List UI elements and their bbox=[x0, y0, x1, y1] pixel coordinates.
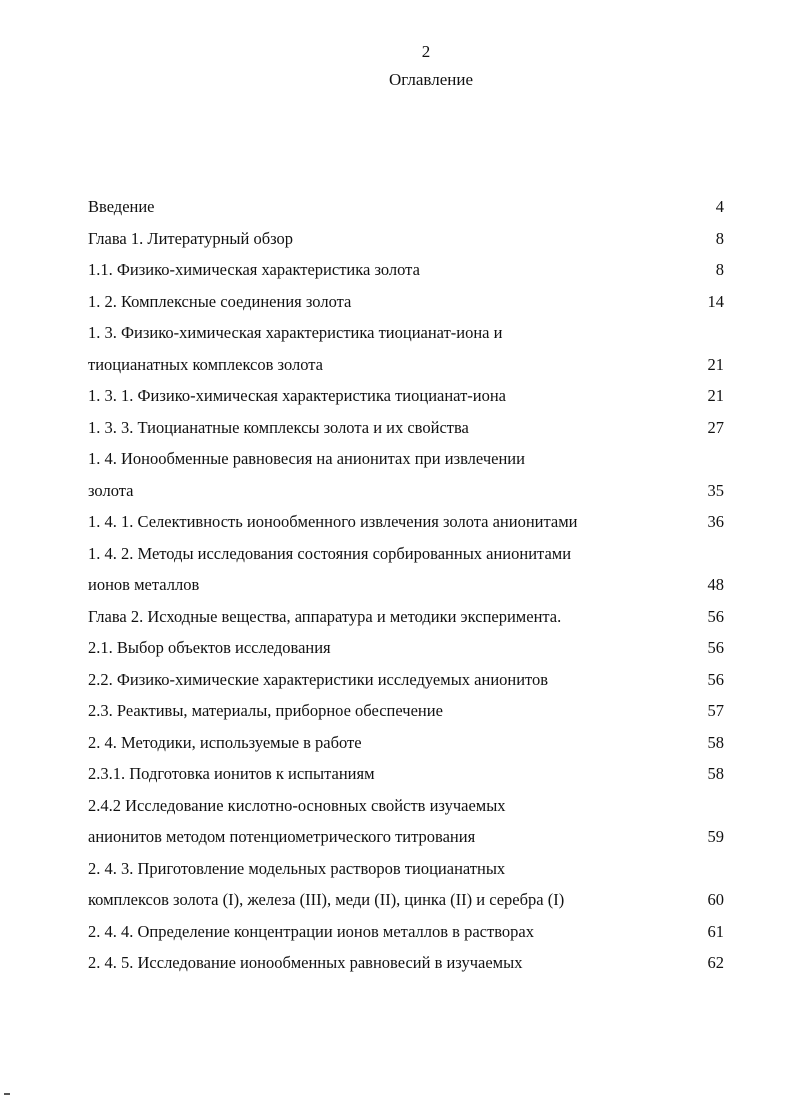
toc-entry-title: комплексов золота (I), железа (III), меди (II), цинка (II) и серебра (I) bbox=[88, 890, 565, 909]
toc-entry-title: 1. 2. Комплексные соединения золота bbox=[88, 291, 352, 311]
toc-entry-page: 8 bbox=[715, 260, 724, 279]
toc-entry-title: 2.4.2 Исследование кислотно-основных свойств изучаемых bbox=[88, 795, 506, 815]
toc-entry bbox=[88, 196, 724, 228]
toc-entry-title: 1. 3. 3. Тиоцианатные комплексы золота и их свойства bbox=[88, 417, 469, 437]
toc-entry bbox=[88, 700, 724, 732]
toc-entry-title: 2.2. Физико-химические характеристики исследуемых анионитов bbox=[88, 669, 549, 689]
toc-entry bbox=[88, 574, 724, 606]
toc-entry-title: 1. 4. Ионообменные равновесия на анионитах при извлечении bbox=[88, 449, 525, 468]
toc-entry-title: Введение bbox=[88, 197, 155, 216]
toc-entry-title: анионитов методом потенциометрического титрования bbox=[88, 827, 476, 846]
toc-entry bbox=[88, 795, 724, 827]
toc-entry bbox=[88, 921, 724, 953]
toc-entry-page: 58 bbox=[707, 764, 724, 783]
toc-entry-title: золота bbox=[88, 480, 134, 500]
toc-entry-page: 60 bbox=[707, 890, 724, 909]
toc-entry-title: 1. 4. 1. Селективность ионообменного извлечения золота анионитами bbox=[88, 512, 578, 531]
toc-entry bbox=[88, 637, 724, 669]
toc-entry-page: 56 bbox=[707, 669, 724, 689]
toc-entry-title: тиоцианатных комплексов золота bbox=[88, 354, 323, 374]
table-of-contents bbox=[88, 196, 724, 984]
toc-entry bbox=[88, 889, 724, 921]
toc-entry-page: 56 bbox=[707, 606, 724, 626]
toc-entry bbox=[88, 669, 724, 701]
toc-entry-title: 1.1. Физико-химическая характеристика золота bbox=[88, 260, 420, 279]
toc-entry-page: 14 bbox=[707, 291, 724, 311]
toc-entry-page: 59 bbox=[707, 827, 724, 846]
toc-entry bbox=[88, 858, 724, 890]
toc-entry-title: 1. 4. 2. Методы исследования состояния сорбированных анионитами bbox=[88, 543, 572, 563]
toc-entry-page: 4 bbox=[715, 197, 724, 216]
toc-entry bbox=[88, 228, 724, 260]
toc-entry bbox=[88, 732, 724, 764]
toc-entry-title: ионов металлов bbox=[88, 575, 200, 594]
toc-entry-title: 2. 4. Методики, используемые в работе bbox=[88, 732, 362, 752]
toc-entry-page: 8 bbox=[715, 228, 724, 248]
toc-entry-title: Глава 1. Литературный обзор bbox=[88, 228, 294, 248]
scan-artifact bbox=[4, 1093, 10, 1095]
toc-entry-title: 2. 4. 3. Приготовление модельных растворов тиоцианатных bbox=[88, 858, 506, 878]
toc-heading: Оглавление bbox=[389, 70, 473, 89]
toc-entry bbox=[88, 385, 724, 417]
toc-entry bbox=[88, 543, 724, 575]
toc-entry bbox=[88, 511, 724, 543]
toc-entry-page: 61 bbox=[707, 921, 724, 941]
toc-entry bbox=[88, 354, 724, 386]
toc-entry-title: 2.3. Реактивы, материалы, приборное обеспечение bbox=[88, 701, 443, 720]
page-number: 2 bbox=[421, 42, 431, 61]
toc-entry bbox=[88, 448, 724, 480]
toc-entry-title: 2. 4. 4. Определение концентрации ионов металлов в растворах bbox=[88, 921, 534, 941]
toc-entry-page: 27 bbox=[707, 417, 724, 437]
toc-entry bbox=[88, 417, 724, 449]
toc-entry bbox=[88, 480, 724, 512]
toc-entry-page: 48 bbox=[707, 575, 724, 594]
toc-entry-page: 56 bbox=[707, 638, 724, 657]
toc-entry-page: 36 bbox=[707, 512, 724, 531]
toc-entry-title: 2. 4. 5. Исследование ионообменных равновесий в изучаемых bbox=[88, 953, 523, 972]
toc-entry-page: 58 bbox=[707, 732, 724, 752]
toc-entry bbox=[88, 826, 724, 858]
toc-entry-title: 1. 3. Физико-химическая характеристика тиоцианат-иона и bbox=[88, 323, 503, 342]
toc-entry-page: 21 bbox=[707, 354, 724, 374]
toc-entry bbox=[88, 763, 724, 795]
toc-entry-title: 2.3.1. Подготовка ионитов к испытаниям bbox=[88, 764, 375, 783]
toc-entry-page: 57 bbox=[707, 701, 724, 720]
toc-entry-title: 1. 3. 1. Физико-химическая характеристика тиоцианат-иона bbox=[88, 386, 507, 405]
toc-entry bbox=[88, 322, 724, 354]
toc-entry bbox=[88, 259, 724, 291]
toc-entry-page: 21 bbox=[707, 386, 724, 405]
toc-entry-page: 62 bbox=[707, 953, 724, 972]
toc-entry-title: Глава 2. Исходные вещества, аппаратура и методики эксперимента. bbox=[88, 606, 562, 626]
toc-entry-page: 35 bbox=[707, 480, 724, 500]
toc-entry bbox=[88, 952, 724, 984]
toc-entry bbox=[88, 291, 724, 323]
toc-entry bbox=[88, 606, 724, 638]
toc-entry-title: 2.1. Выбор объектов исследования bbox=[88, 638, 331, 657]
